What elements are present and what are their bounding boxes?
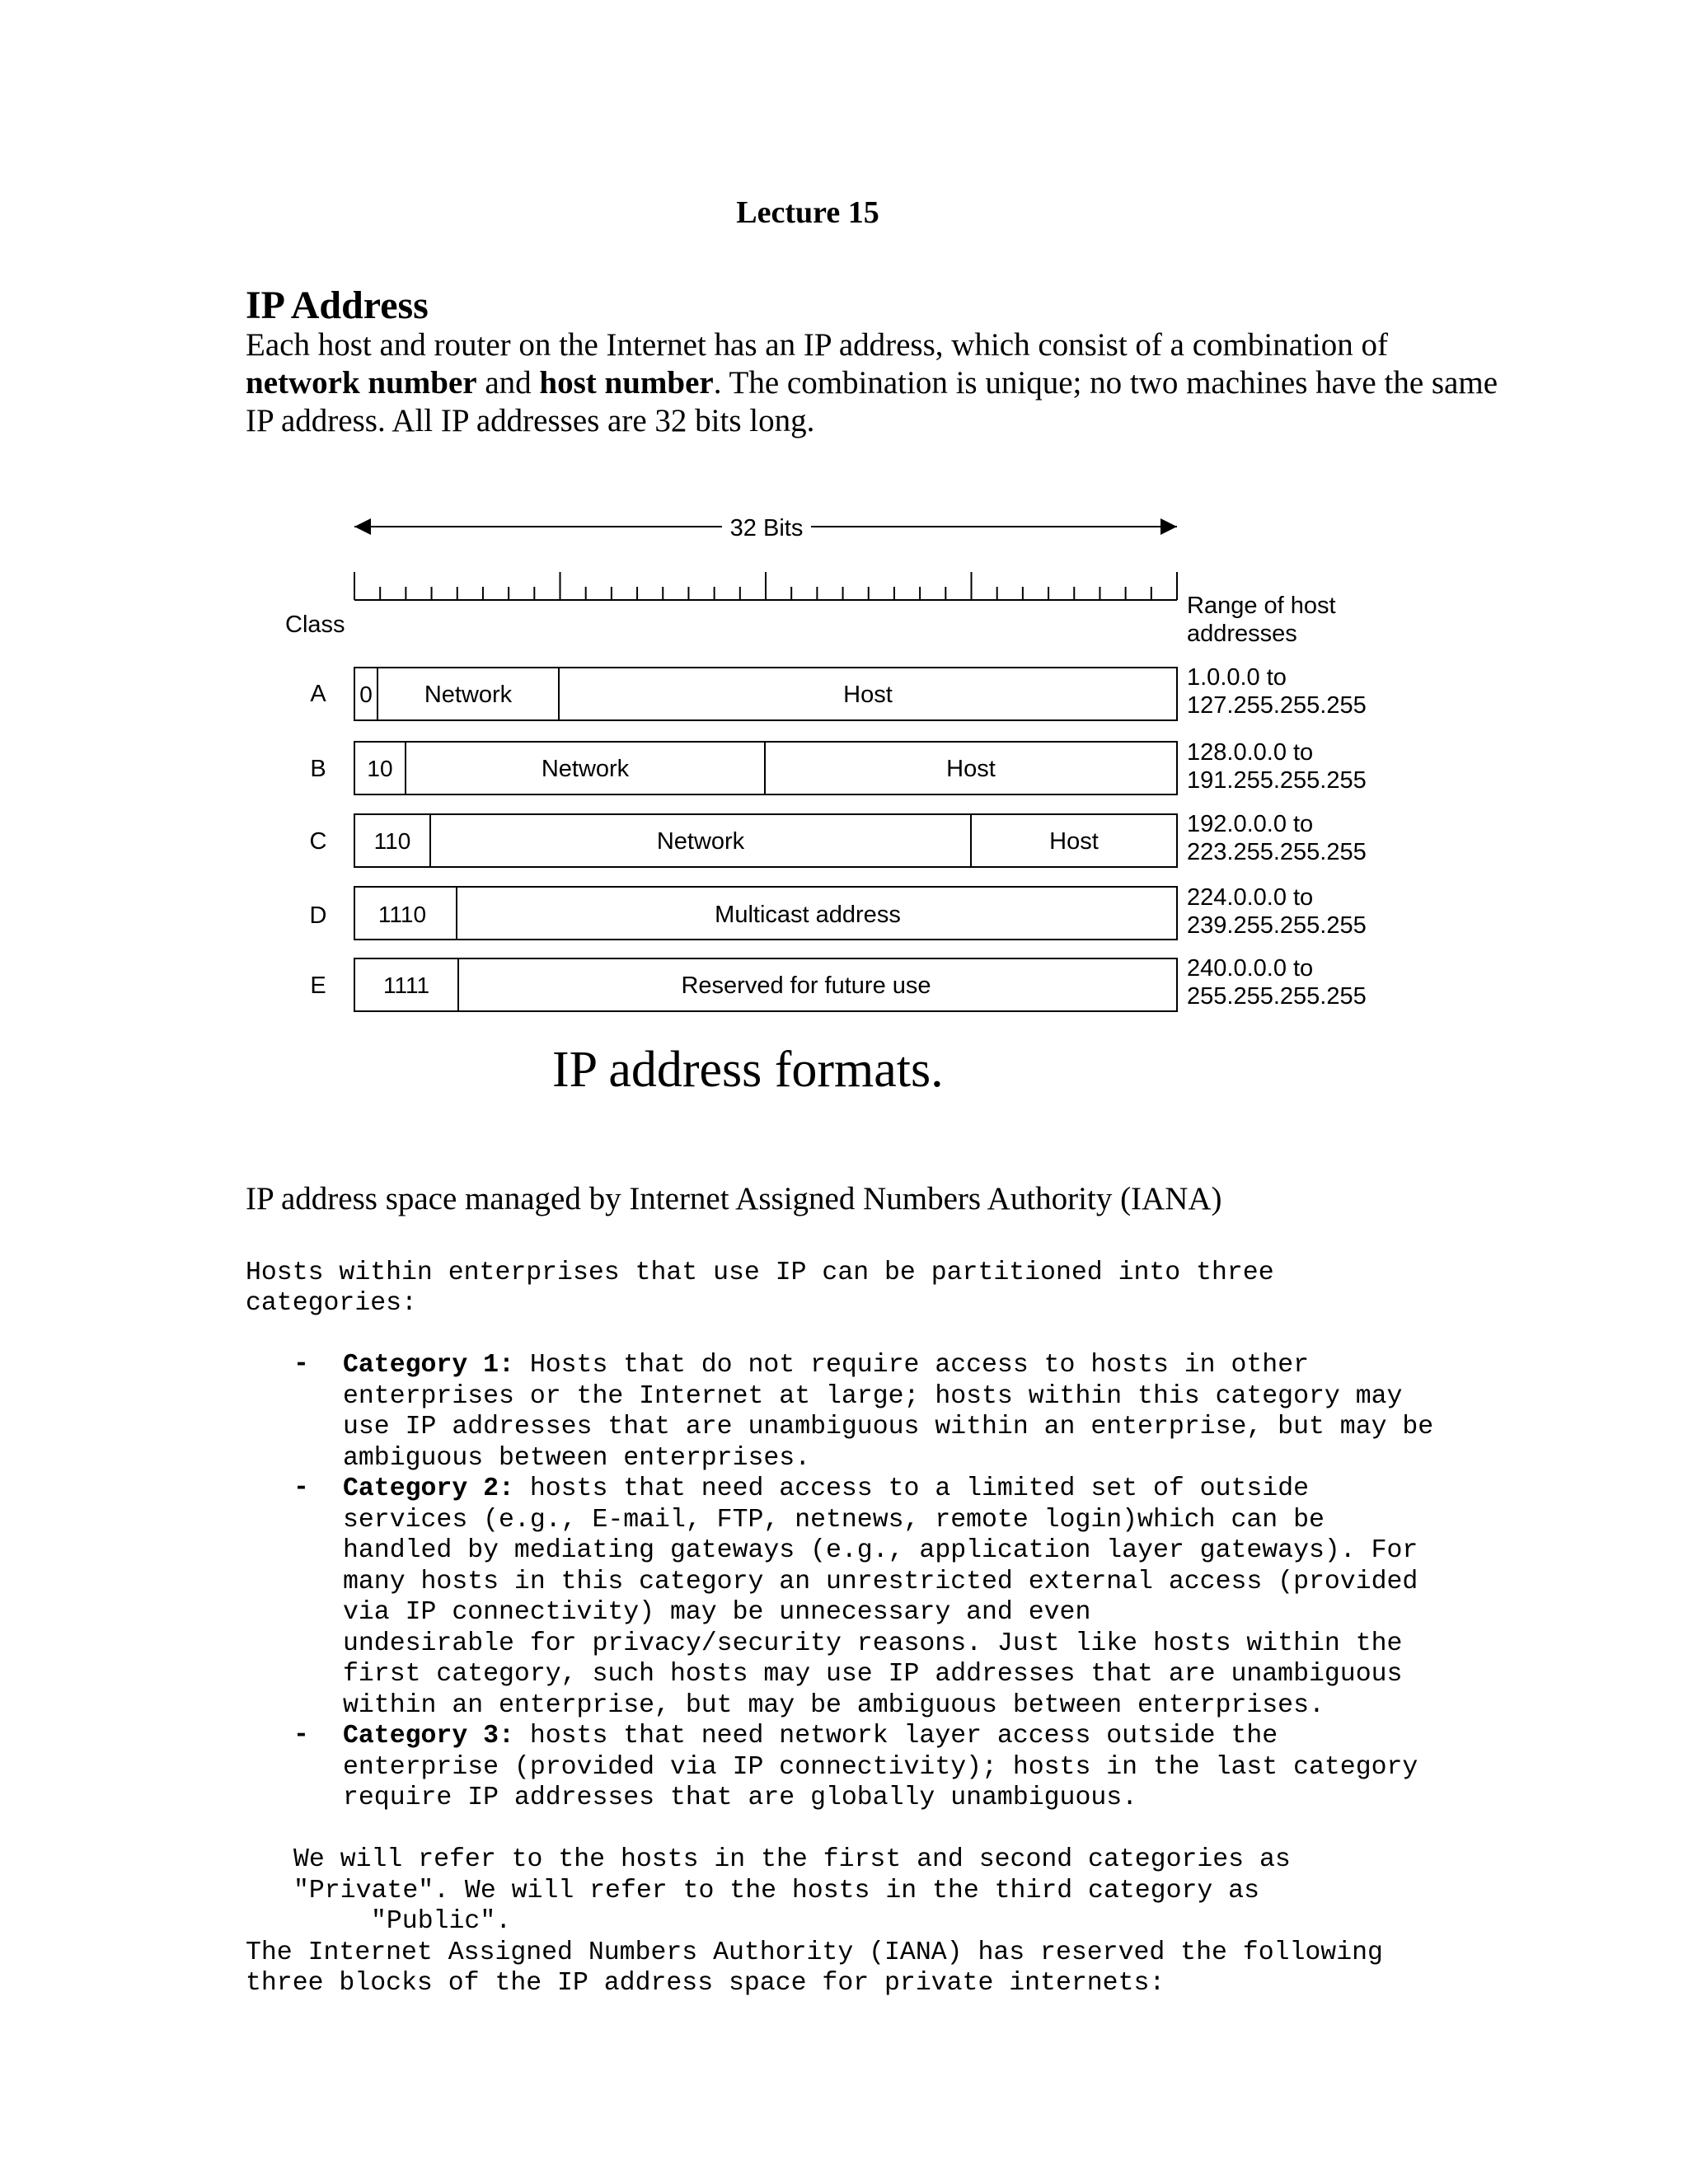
figure-caption: IP address formats. bbox=[552, 1042, 944, 1098]
network-field: Network bbox=[424, 682, 513, 708]
class-prefix-bits: 0 bbox=[359, 682, 373, 707]
intro-paragraph bbox=[246, 326, 1498, 440]
category-1-line: use IP addresses that are unambiguous within an enterprise, but may be bbox=[343, 1413, 1434, 1441]
category-2-line-1 bbox=[343, 1474, 1309, 1505]
refer-line-3: "Public". bbox=[371, 1907, 512, 1936]
category-2-label: Category 2: bbox=[343, 1474, 514, 1503]
range-start: 128.0.0.0 to bbox=[1187, 739, 1314, 766]
category-3-line-1 bbox=[343, 1721, 1278, 1752]
class-label: C bbox=[309, 828, 327, 855]
bit-ruler bbox=[354, 572, 1177, 600]
category-1-label: Category 1: bbox=[343, 1351, 514, 1380]
class-row-a bbox=[310, 664, 1366, 720]
refer-line-1: We will refer to the hosts in the first and second categories as bbox=[293, 1845, 1291, 1874]
iana-line: IP address space managed by Internet Assigned Numbers Authority (IANA) bbox=[246, 1181, 1222, 1216]
class-prefix-bits: 110 bbox=[373, 828, 411, 854]
category-2-text: hosts that need access to a limited set of outside bbox=[513, 1474, 1309, 1503]
range-end: 127.255.255.255 bbox=[1187, 692, 1367, 719]
class-row-b bbox=[310, 739, 1366, 794]
category-3-text: hosts that need network layer access outside the bbox=[513, 1722, 1278, 1750]
category-1-line: enterprises or the Internet at large; hosts within this category may bbox=[343, 1382, 1403, 1411]
class-row-d bbox=[310, 884, 1367, 940]
bullet-dash: - bbox=[293, 1721, 309, 1750]
network-field: Network bbox=[541, 756, 630, 782]
lecture-number: Lecture 15 bbox=[736, 195, 879, 230]
host-field: Host bbox=[843, 682, 893, 708]
hosts-intro-line-1: Hosts within enterprises that use IP can be partitioned into three bbox=[246, 1258, 1274, 1287]
host-field: Host bbox=[946, 756, 996, 782]
category-1-text: Hosts that do not require access to hosts in other bbox=[513, 1351, 1309, 1380]
category-3-label: Category 3: bbox=[343, 1722, 514, 1750]
category-2-line: first category, such hosts may use IP addresses that are unambiguous bbox=[343, 1660, 1403, 1689]
bits-label: 32 Bits bbox=[729, 515, 804, 541]
category-2-line: via IP connectivity) may be unnecessary and even bbox=[343, 1598, 1091, 1627]
reserved-field: Reserved for future use bbox=[681, 972, 931, 999]
class-row-c bbox=[310, 811, 1367, 867]
range-header-line-1: Range of host bbox=[1187, 593, 1336, 619]
intro-text-2: and bbox=[476, 365, 540, 401]
category-3-line: require IP addresses that are globally unambiguous. bbox=[343, 1783, 1138, 1812]
closing-line-1: The Internet Assigned Numbers Authority (IANA) has reserved the following bbox=[246, 1938, 1383, 1967]
intro-text-3: . The combination is unique; no two machines have the same IP address. All IP addresses are 32 bits long. bbox=[246, 365, 1498, 438]
category-2-line: within an enterprise, but may be ambiguous between enterprises. bbox=[343, 1691, 1325, 1720]
category-2-line: undesirable for privacy/security reasons. Just like hosts within the bbox=[343, 1629, 1403, 1658]
host-field: Host bbox=[1049, 828, 1099, 855]
intro-bold-host-number: host number bbox=[539, 365, 714, 401]
range-end: 191.255.255.255 bbox=[1187, 767, 1367, 794]
section-heading: IP Address bbox=[246, 284, 429, 327]
category-1-line: ambiguous between enterprises. bbox=[343, 1444, 811, 1473]
ip-address-formats-figure bbox=[247, 503, 1401, 1113]
category-2-line: many hosts in this category an unrestricted external access (provided bbox=[343, 1568, 1418, 1596]
class-prefix-bits: 10 bbox=[367, 756, 393, 781]
bullet-dash: - bbox=[293, 1350, 309, 1379]
class-label: E bbox=[310, 972, 326, 999]
range-start: 192.0.0.0 to bbox=[1187, 811, 1314, 837]
intro-bold-network-number: network number bbox=[246, 365, 477, 401]
range-header-line-2: addresses bbox=[1187, 621, 1297, 647]
class-row-e bbox=[310, 955, 1366, 1011]
category-3-line: enterprise (provided via IP connectivity); hosts in the last category bbox=[343, 1753, 1418, 1782]
range-end: 239.255.255.255 bbox=[1187, 912, 1367, 939]
closing-line-2: three blocks of the IP address space for private internets: bbox=[246, 1969, 1165, 1998]
class-label: D bbox=[309, 902, 327, 929]
refer-line-2: "Private". We will refer to the hosts in the third category as bbox=[293, 1877, 1259, 1905]
range-start: 240.0.0.0 to bbox=[1187, 955, 1314, 982]
class-header: Class bbox=[285, 612, 345, 638]
range-end: 255.255.255.255 bbox=[1187, 983, 1367, 1010]
class-prefix-bits: 1111 bbox=[382, 972, 430, 998]
multicast-field: Multicast address bbox=[715, 902, 901, 928]
range-start: 1.0.0.0 to bbox=[1187, 664, 1287, 691]
intro-text-1: Each host and router on the Internet has an IP address, which consist of a combination of bbox=[246, 327, 1388, 363]
range-start: 224.0.0.0 to bbox=[1187, 884, 1314, 911]
category-1-line-1 bbox=[343, 1350, 1309, 1381]
network-field: Network bbox=[656, 828, 745, 855]
class-label: B bbox=[310, 756, 326, 782]
category-2-line: handled by mediating gateways (e.g., application layer gateways). For bbox=[343, 1536, 1418, 1565]
hosts-intro-line-2: categories: bbox=[246, 1289, 417, 1318]
class-label: A bbox=[310, 681, 326, 707]
class-prefix-bits: 1110 bbox=[377, 902, 427, 927]
range-end: 223.255.255.255 bbox=[1187, 839, 1367, 865]
category-2-line: services (e.g., E-mail, FTP, netnews, remote login)which can be bbox=[343, 1506, 1325, 1535]
bullet-dash: - bbox=[293, 1474, 309, 1502]
